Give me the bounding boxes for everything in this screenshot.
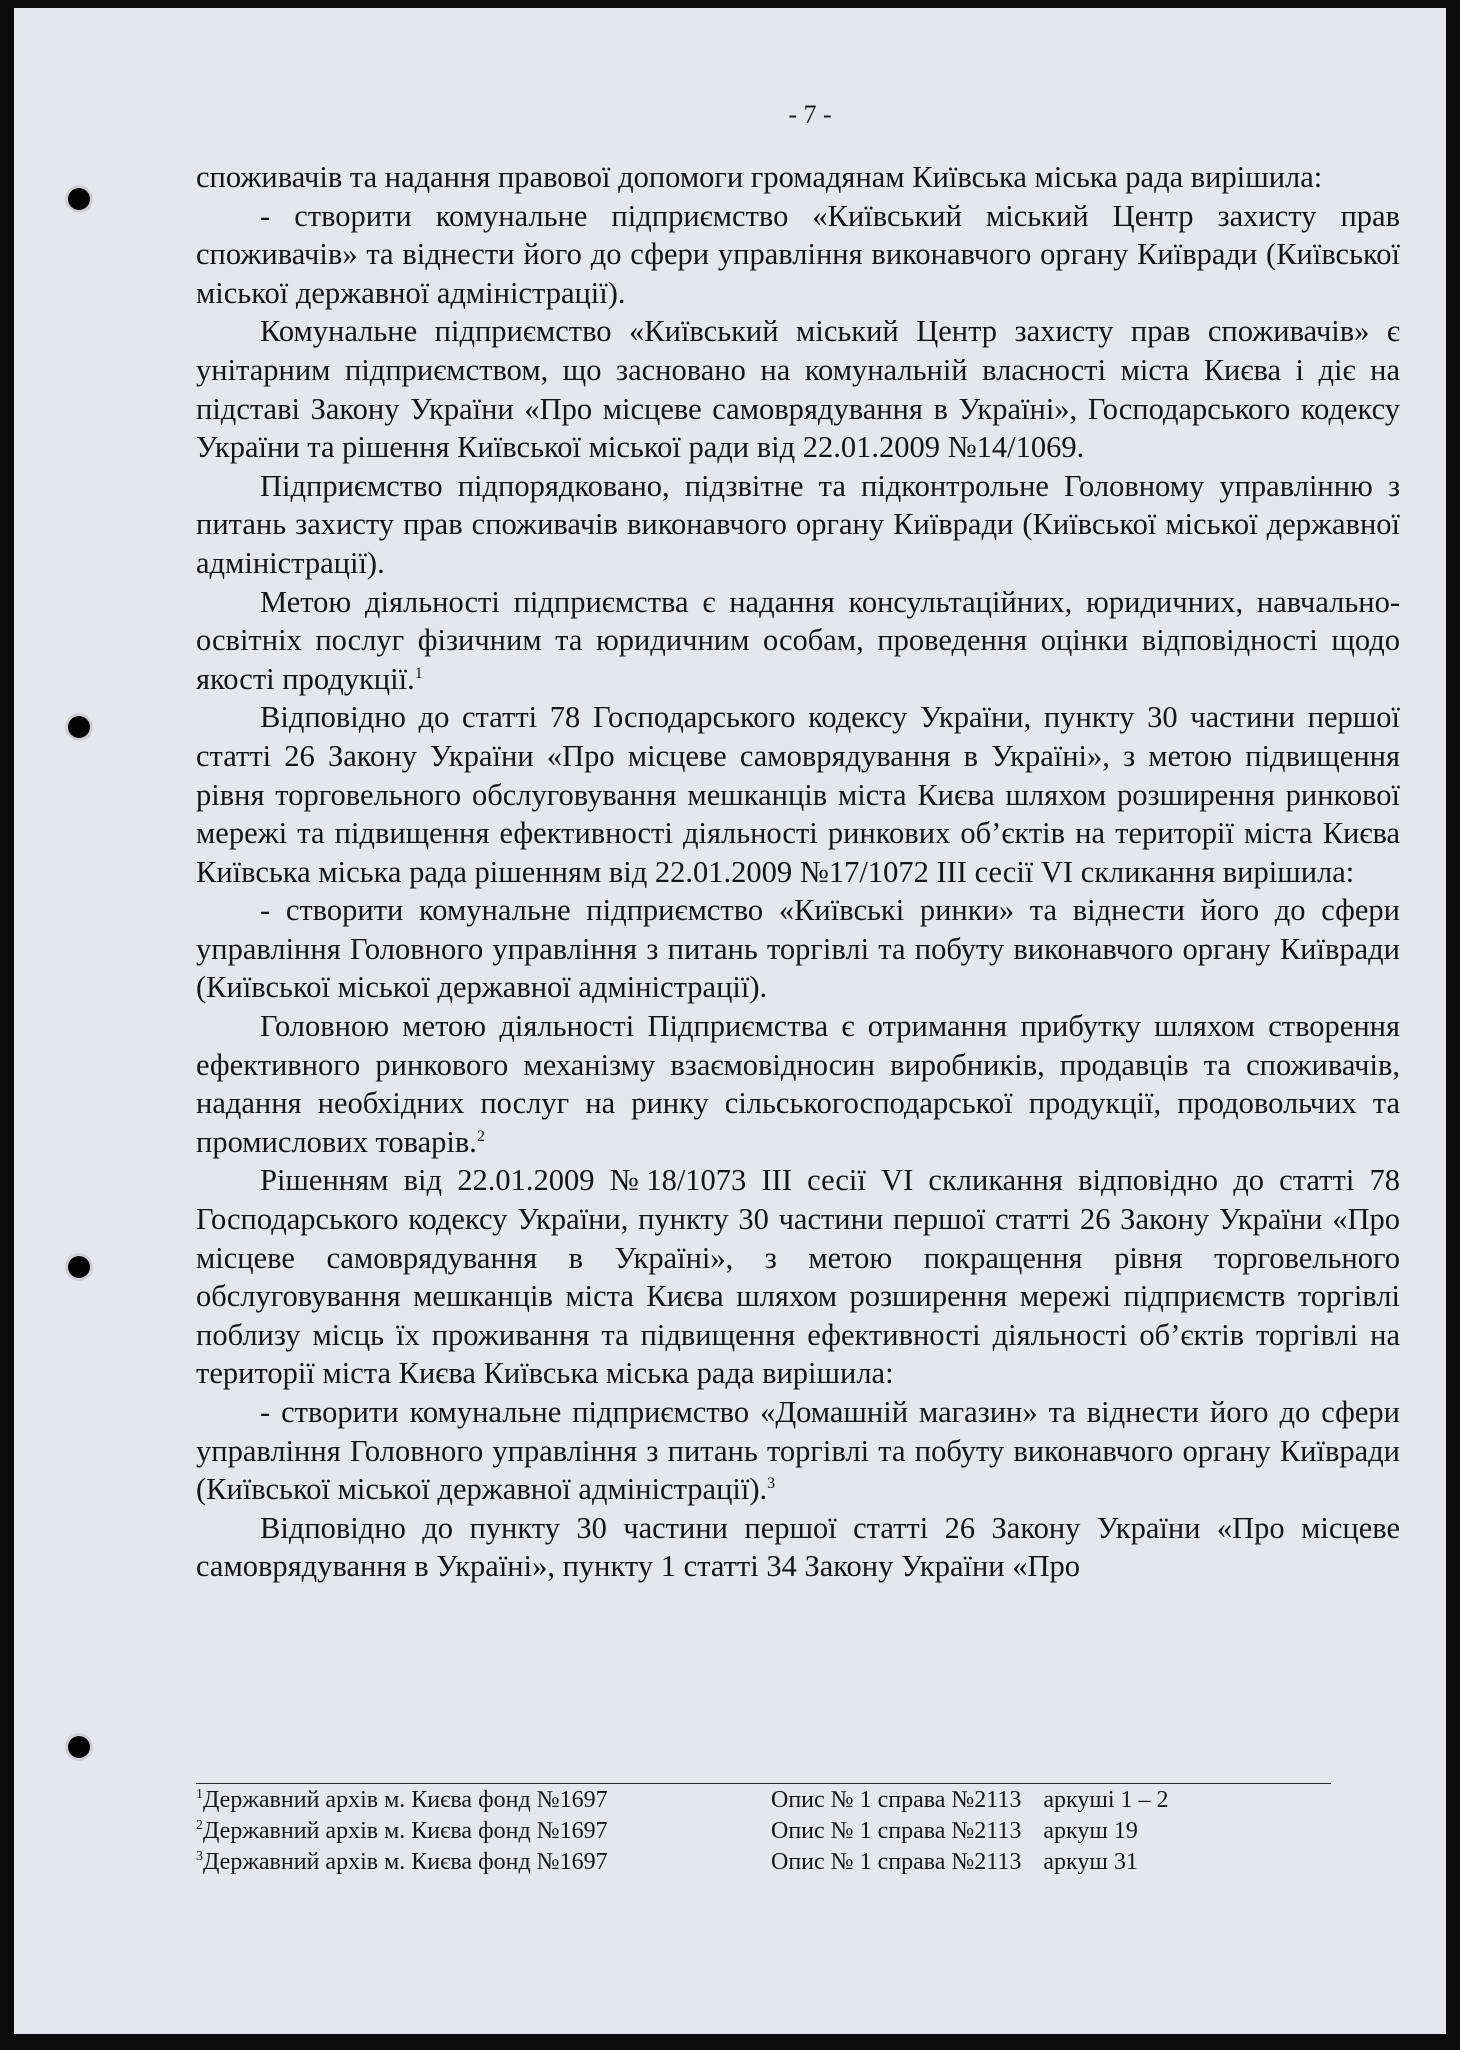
- footnote-case: Опис № 1 справа №2113: [771, 1787, 1022, 1813]
- paragraph: - створити комунальне підприємство «Київські ринки» та віднести його до сфери управління Головного управління з питань торгівлі та побуту виконавчого органу Київради (Київської міської державної адміністрації).: [196, 893, 1400, 1005]
- footnote-sheets: аркуш 19: [1043, 1818, 1138, 1844]
- punch-hole: [68, 1256, 90, 1278]
- footnote-ref: 3: [767, 1475, 776, 1493]
- paragraph: Метою діяльності підприємства є надання консультаційних, юридичних, навчально-освітніх послуг фізичним та юридичним особам, проведення оцінки відповідності щодо якості продукції.$^1$: [196, 584, 1400, 696]
- footnote-case: Опис № 1 справа №2113: [771, 1818, 1022, 1844]
- footnote: [196, 1816, 1326, 1847]
- footnote-ref: 2: [476, 1127, 485, 1145]
- footnote-archive: Державний архів м. Києва фонд №1697: [203, 1818, 608, 1844]
- paragraph: Головною метою діяльності Підприємства є отримання прибутку шляхом створення ефективного ринкового механізму взаємовідносин виробників, продавців та споживачів, надання необхідних послуг на ринку сільськогосподарської продукції, продовольчих та промислових товарів.$^2$: [196, 1009, 1400, 1159]
- footnote-mark: 1: [196, 1787, 203, 1802]
- paragraph: Відповідно до пункту 30 частини першої статті 26 Закону України «Про місцеве самоврядування в Україні», пункту 1 статті 34 Закону України «Про: [196, 1510, 1400, 1584]
- footnote: [196, 1785, 1326, 1816]
- footnote-mark: 3: [196, 1849, 203, 1864]
- footnote: [196, 1847, 1326, 1878]
- footnote-mark: 2: [196, 1818, 203, 1833]
- footnote-sheets: аркуш 31: [1043, 1849, 1138, 1875]
- page-number: - 7 -: [788, 100, 832, 129]
- footnote-sheets: аркуші 1 – 2: [1043, 1787, 1169, 1813]
- paragraph: Комунальне підприємство «Київський міський Центр захисту прав споживачів» є унітарним підприємством, що засновано на комунальній власності міста Києва і діє на підставі Закону України «Про місцеве самоврядування в Україні», Господарського кодексу України та рішення Київської міської ради від 22.01.2009 №14/1069.: [196, 314, 1400, 465]
- footnotes: [196, 1785, 1326, 1878]
- paragraph: Відповідно до статті 78 Господарського кодексу України, пункту 30 частини першої статті 26 Закону України «Про місцеве самоврядування в Україні», з метою підвищення рівня торговельного обслуговування мешканців міста Києва шляхом розширення ринкової мережі та підвищення ефективності діяльності ринкових об’єктів на території міста Києва Київська міська рада рішенням від 22.01.2009 №17/1072 III сесії VI скликання вирішила:: [196, 700, 1400, 889]
- footnote-case: Опис № 1 справа №2113: [771, 1849, 1022, 1875]
- footnote-ref: 1: [414, 664, 423, 682]
- punch-hole: [68, 716, 90, 738]
- document-page: [14, 8, 1446, 2034]
- footnote-archive: Державний архів м. Києва фонд №1697: [203, 1787, 608, 1813]
- paragraph: - створити комунальне підприємство «Домашній магазин» та віднести його до сфери управління Головного управління з питань торгівлі та побуту виконавчого органу Київради (Київської міської державної адміністрації).$^3$: [196, 1395, 1400, 1507]
- body-text: [196, 158, 1400, 1586]
- punch-hole: [68, 188, 90, 210]
- paragraph: Рішенням від 22.01.2009 №18/1073 III сесії VI скликання відповідно до статті 78 Господарського кодексу України, пункту 30 частини першої статті 26 Закону України «Про місцеве самоврядування в Україні», з метою покращення рівня торговельного обслуговування мешканців міста Києва шляхом розширення мережі підприємств торгівлі поблизу місць їх проживання та підвищення ефективності діяльності об’єктів торгівлі на території міста Києва Київська міська рада вирішила:: [196, 1163, 1400, 1391]
- paragraph: споживачів та надання правової допомоги громадянам Київська міська рада вирішила:: [196, 160, 1323, 194]
- footnote-divider: [196, 1783, 1331, 1784]
- paragraph: - створити комунальне підприємство «Київський міський Центр захисту прав споживачів» та віднести його до сфери управління виконавчого органу Київради (Київської міської державної адміністрації).: [196, 198, 1400, 310]
- footnote-archive: Державний архів м. Києва фонд №1697: [203, 1849, 608, 1875]
- punch-hole: [68, 1736, 90, 1758]
- paragraph: Підприємство підпорядковано, підзвітне та підконтрольне Головному управлінню з питань захисту прав споживачів виконавчого органу Київради (Київської міської державної адміністрації).: [196, 468, 1400, 580]
